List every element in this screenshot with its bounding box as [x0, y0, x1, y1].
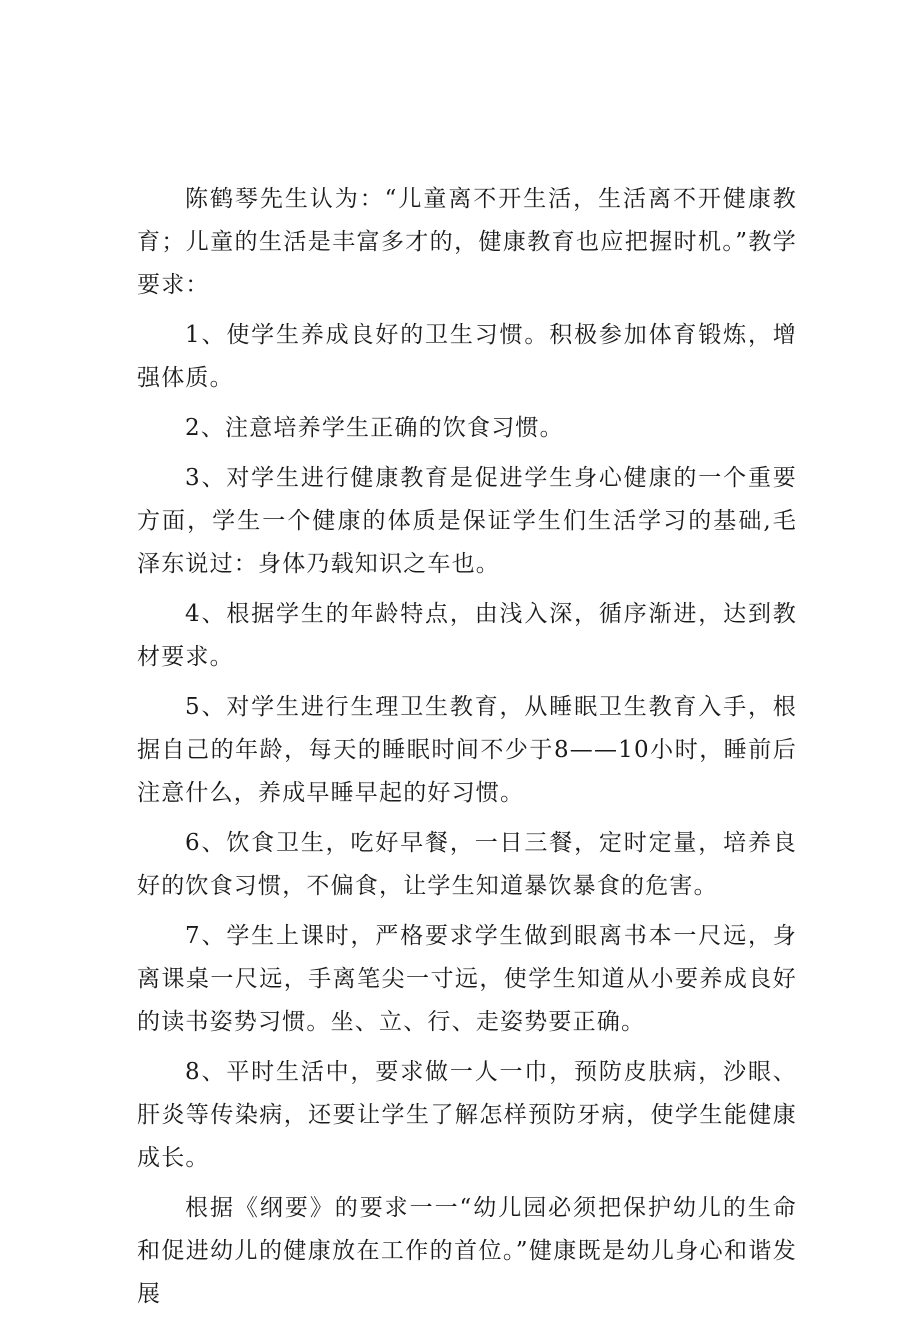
paragraph-item-3: 3、对学生进行健康教育是促进学生身心健康的一个重要方面，学生一个健康的体质是保证学生们生活学习的基础,毛泽东说过：身体乃载知识之车也。: [137, 465, 797, 577]
paragraph-item-6: 6、饮食卫生，吃好早餐，一日三餐，定时定量，培养良好的饮食习惯，不偏食，让学生知道暴饮暴食的危害。: [137, 830, 797, 899]
paragraph-item-8: 8、平时生活中，要求做一人一巾，预防皮肤病，沙眼、肝炎等传染病，还要让学生了解怎样预防牙病，使学生能健康成长。: [137, 1059, 797, 1171]
paragraph-item-5: 5、对学生进行生理卫生教育，从睡眠卫生教育入手，根据自己的年龄，每天的睡眠时间不少于8——10小时，睡前后注意什么，养成早睡早起的好习惯。: [137, 694, 797, 806]
paragraph-item-7: 7、学生上课时，严格要求学生做到眼离书本一尺远，身离课桌一尺远，手离笔尖一寸远，使学生知道从小要养成良好的读书姿势习惯。坐、立、行、走姿势要正确。: [137, 923, 797, 1035]
paragraph-item-4: 4、根据学生的年龄特点，由浅入深，循序渐进，达到教材要求。: [137, 601, 797, 670]
paragraph-intro: 陈鹤琴先生认为：“儿童离不开生活，生活离不开健康教育；儿童的生活是丰富多才的，健康教育也应把握时机。”教学要求：: [137, 186, 797, 298]
document-body: [137, 178, 797, 1323]
paragraph-item-1: 1、使学生养成良好的卫生习惯。积极参加体育锻炼，增强体质。: [137, 322, 797, 391]
paragraph-item-2: 2、注意培养学生正确的饮食习惯。: [185, 415, 564, 441]
paragraph-outline: 根据《纲要》的要求一一“幼儿园必须把保护幼儿的生命和促进幼儿的健康放在工作的首位。”健康既是幼儿身心和谐发展: [137, 1195, 797, 1307]
